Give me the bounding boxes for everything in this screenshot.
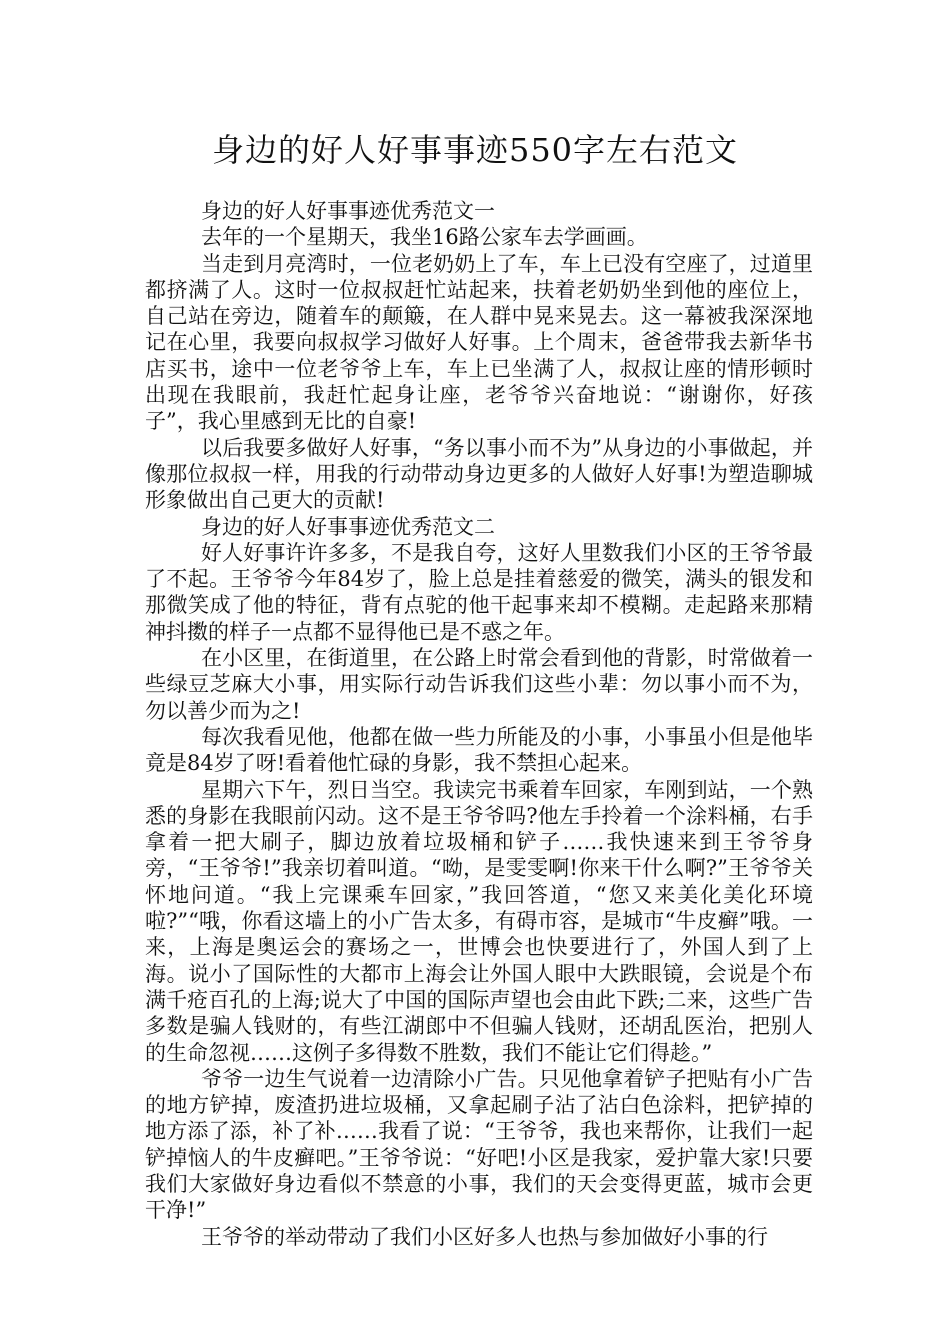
paragraph: 星期六下午，烈日当空。我读完书乘着车回家，车刚到站，一个熟悉的身影在我眼前闪动。这不是王爷爷吗?他左手拎着一个涂料桶，右手拿着一把大刷子，脚边放着垃圾桶和铲子……我快速来到王爷爷身旁，“王爷爷!”我亲切着叫道。“呦，是雯雯啊!你来干什么啊?”王爷爷关怀地问道。“我上完课乘车回家，”我回答道，“您又来美化美化环境啦?”“哦，你看这墙上的小广告太多，有碍市容，是城市“牛皮癣”哦。一来，上海是奥运会的赛场之一，世博会也快要进行了，外国人到了上海。说小了国际性的大都市上海会让外国人眼中大跌眼镜，会说是个布满千疮百孔的上海;说大了中国的国际声望也会由此下跌;二来，这些广告多数是骗人钱财的，有些江湖郎中不但骗人钱财，还胡乱医治，把别人的生命忽视……这例子多得数不胜数，我们不能让它们得趁。”	[145, 777, 813, 1065]
paragraph: 在小区里，在街道里，在公路上时常会看到他的背影，时常做着一些绿豆芝麻大小事，用实际行动告诉我们这些小辈：勿以事小而不为，勿以善少而为之!	[145, 646, 813, 723]
paragraph: 以后我要多做好人好事，“务以事小而不为”从身边的小事做起，并像那位叔叔一样，用我的行动带动身边更多的人做好人好事!为塑造聊城形象做出自己更大的贡献!	[145, 435, 813, 513]
paragraph: 去年的一个星期天，我坐16路公家车去学画画。	[201, 225, 648, 250]
section-heading: 身边的好人好事事迹优秀范文一	[201, 199, 495, 223]
paragraph: 好人好事许许多多，不是我自夸，这好人里数我们小区的王爷爷最了不起。王爷爷今年84岁了，脸上总是挂着慈爱的微笑，满头的银发和那微笑成了他的特征，背有点驼的他干起事来却不模糊。走起路来那精神抖擞的样子一点都不显得他已是不惑之年。	[145, 540, 813, 644]
paragraph: 每次我看见他，他都在做一些力所能及的小事，小事虽小但是他毕竟是84岁了呀!看着他忙碌的身影，我不禁担心起来。	[145, 724, 813, 776]
paragraph: 王爷爷的举动带动了我们小区好多人也热与参加做好小事的行	[201, 1224, 768, 1249]
document-title: 身边的好人好事事迹550字左右范文	[211, 131, 739, 169]
paragraph: 爷爷一边生气说着一边清除小广告。只见他拿着铲子把贴有小广告的地方铲掉，废渣扔进垃圾桶，又拿起刷子沾了沾白色涂料，把铲掉的地方添了添，补了补……我看了说：“王爷爷，我也来帮你，让我们一起铲掉恼人的牛皮癣吧。”王爷爷说：“好吧!小区是我家，爱护靠大家!只要我们大家做好身边看似不禁意的小事，我们的天会变得更蓝，城市会更干净!”	[145, 1066, 813, 1223]
paragraph: 当走到月亮湾时，一位老奶奶上了车，车上已没有空座了，过道里都挤满了人。这时一位叔叔赶忙站起来，扶着老奶奶坐到他的座位上，自己站在旁边，随着车的颠簸，在人群中晃来晃去。这一幕被我深深地记在心里，我要向叔叔学习做好人好事。上个周末，爸爸带我去新华书店买书，途中一位老爷爷上车，车上已坐满了人，叔叔让座的情形顿时出现在我眼前，我赶忙起身让座，老爷爷兴奋地说：“谢谢你，好孩子”，我心里感到无比的自豪!	[145, 251, 813, 434]
section-heading: 身边的好人好事事迹优秀范文二	[201, 514, 495, 539]
document-body	[145, 198, 813, 1250]
